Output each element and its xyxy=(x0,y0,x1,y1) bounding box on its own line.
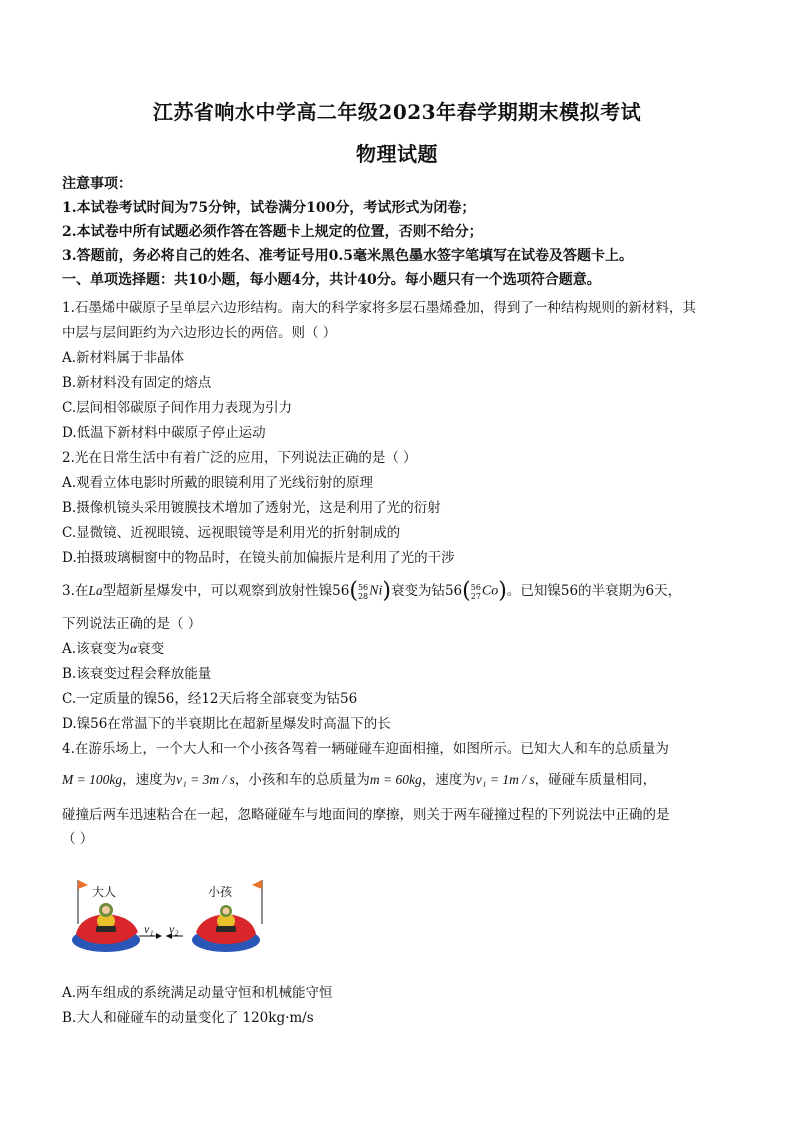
alpha-symbol: α xyxy=(130,641,138,656)
q2-option-d: D.拍摄玻璃橱窗中的物品时，在镜头前加偏振片是利用了光的干涉 xyxy=(62,550,455,566)
adult-car-flag xyxy=(78,880,88,889)
cobalt-atomic-number: 27 xyxy=(470,591,481,601)
nickel-nuclide: ( 56 28 Ni) xyxy=(349,578,391,604)
q4-text-2: ，小孩和车的总质量为 xyxy=(234,772,370,788)
q4-stem-line2 xyxy=(62,770,656,790)
q3-stem-line1 xyxy=(62,578,681,605)
q4-option-a: A.两车组成的系统满足动量守恒和机械能守恒 xyxy=(62,985,333,1001)
q2-stem: 2.光在日常生活中有着广泛的应用，下列说法正确的是（ ） xyxy=(62,450,417,466)
exam-subtitle: 物理试题 xyxy=(356,142,438,166)
q3-text-3: 衰变为钴56 xyxy=(390,583,463,599)
q2-option-c: C.显微镜、近视眼镜、远视眼镜等是利用光的折射制成的 xyxy=(62,525,401,541)
adult-velocity: v₁ = 3m / s xyxy=(176,772,235,787)
q4-stem-line4: （ ） xyxy=(62,831,94,847)
v2-label: v₂ xyxy=(169,922,179,936)
q3-text-2: 型超新星爆发中，可以观察到放射性镍56 xyxy=(102,583,350,599)
bumper-cars-figure xyxy=(66,874,276,964)
q4-text-3: ，速度为 xyxy=(421,772,476,788)
cobalt-symbol: Co xyxy=(481,583,499,599)
child-mass: m = 60kg xyxy=(369,772,422,787)
q1-stem-line2: 中层与层间距约为六边形边长的两倍。则（ ） xyxy=(62,325,337,341)
q4-stem-line1: 4.在游乐场上，一个大人和一个小孩各驾着一辆碰碰车迎面相撞，如图所示。已知大人和车的总质量为 xyxy=(62,741,669,757)
notice-item-2: 2.本试卷中所有试题必须作答在答题卡上规定的位置，否则不给分； xyxy=(62,224,483,240)
q3-option-a-prefix: A.该衰变为 xyxy=(62,641,131,657)
q4-text-4: ，碰碰车质量相同， xyxy=(534,772,657,788)
q4-stem-line3: 碰撞后两车迅速粘合在一起，忽略碰碰车与地面间的摩擦，则关于两车碰撞过程的下列说法中正确的是 xyxy=(62,807,670,823)
q3-option-a xyxy=(62,639,164,659)
nickel-symbol: Ni xyxy=(369,583,383,599)
v1-label: v₁ xyxy=(144,922,154,936)
nickel-mass-number: 56 xyxy=(357,582,369,592)
q1-option-d: D.低温下新材料中碳原子停止运动 xyxy=(62,425,266,441)
adult-label: 大人 xyxy=(92,885,117,899)
q1-option-b: B.新材料没有固定的熔点 xyxy=(62,375,212,391)
q1-option-a: A.新材料属于非晶体 xyxy=(62,350,185,366)
child-velocity: v₁ = 1m / s xyxy=(475,772,535,787)
q4-text-1: ，速度为 xyxy=(122,772,177,788)
notice-item-3: 3.答题前，务必将自己的姓名、准考证号用0.5毫米黑色墨水签字笔填写在试卷及答题卡上。 xyxy=(62,248,633,264)
cobalt-mass-number: 56 xyxy=(470,582,481,592)
q3-text-1: 3.在 xyxy=(62,583,89,599)
child-car-flag xyxy=(252,880,262,889)
notice-item-1: 1.本试卷考试时间为75分钟，试卷满分100分，考试形式为闭卷； xyxy=(62,200,476,216)
q3-text-4: 。已知镍56的半衰期为6天， xyxy=(506,583,682,599)
q3-option-a-suffix: 衰变 xyxy=(137,641,165,657)
child-label: 小孩 xyxy=(208,885,233,899)
q1-stem-line1: 1.石墨烯中碳原子呈单层六边形结构。南大的科学家将多层石墨烯叠加，得到了一种结构规则的新材料，其 xyxy=(62,300,696,316)
q3-option-c: C.一定质量的镍56，经12天后将全部衰变为钴56 xyxy=(62,691,358,707)
q3-option-b: B.该衰变过程会释放能量 xyxy=(62,666,212,682)
notice-heading: 注意事项： xyxy=(62,176,132,192)
exam-title: 江苏省响水中学高二年级2023年春学期期末模拟考试 xyxy=(152,100,642,124)
section-heading: 一、单项选择题：共10小题，每小题4分，共计40分。每小题只有一个选项符合题意。 xyxy=(62,272,601,288)
q2-option-a: A.观看立体电影时所戴的眼镜利用了光线衍射的原理 xyxy=(62,475,374,491)
adult-mass: M = 100kg xyxy=(62,772,123,787)
cobalt-nuclide: ( 56 27 Co) xyxy=(462,578,507,604)
q3-stem-line2: 下列说法正确的是（ ） xyxy=(62,616,202,632)
q3-option-d: D.镍56在常温下的半衰期比在超新星爆发时高温下的长 xyxy=(62,716,391,732)
q4-option-b: B.大人和碰碰车的动量变化了 120kg·m/s xyxy=(62,1010,314,1026)
q1-option-c: C.层间相邻碳原子间作用力表现为引力 xyxy=(62,400,293,416)
q3-la-symbol: La xyxy=(88,583,103,598)
q2-option-b: B.摄像机镜头采用镀膜技术增加了透射光，这是利用了光的衍射 xyxy=(62,500,441,516)
nickel-atomic-number: 28 xyxy=(357,591,369,601)
